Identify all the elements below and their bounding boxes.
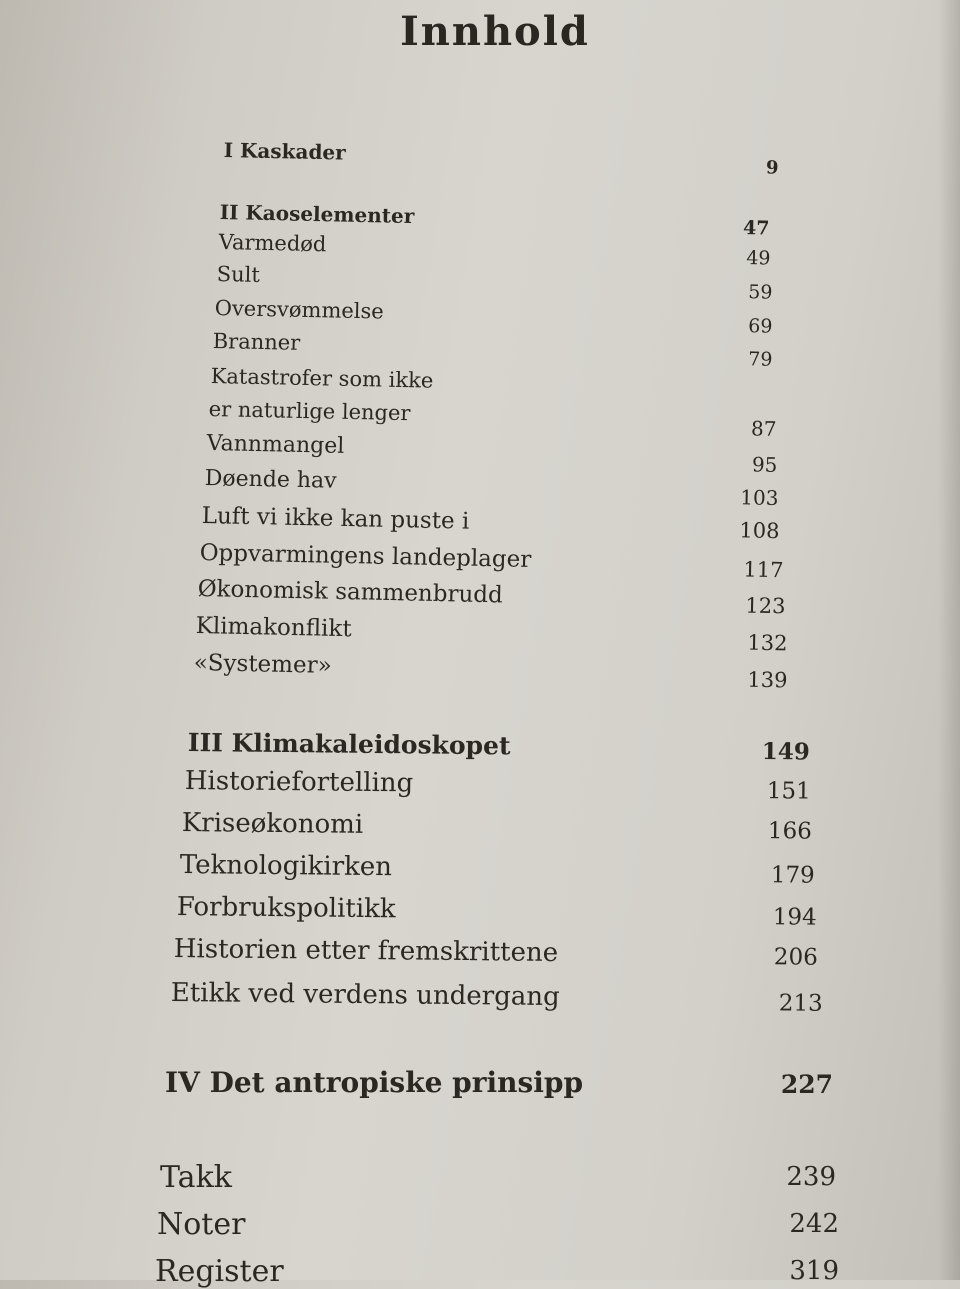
- toc-entry-title: Varmedød: [218, 230, 327, 257]
- toc-entry-title: Teknologikirken: [179, 850, 393, 883]
- toc-entry-title: Oppvarmingens landeplager: [199, 540, 532, 573]
- toc-entry-page: 108: [739, 518, 780, 544]
- toc-entry-title: Branner: [212, 329, 301, 355]
- toc-entry-page: 9: [765, 157, 779, 179]
- toc-entry-title: Katastrofer som ikke: [210, 364, 434, 393]
- toc-entry-page: 166: [767, 818, 812, 845]
- toc-entry-page: [681, 382, 771, 384]
- toc-entry-title: Døende hav: [204, 466, 337, 494]
- toc-entry-title: Sult: [216, 262, 261, 287]
- toc-entry-page: 139: [747, 667, 788, 693]
- toc-entry-page: 123: [745, 593, 786, 619]
- toc-entry-title: Historiefortelling: [184, 766, 414, 799]
- toc-entry-title: Kriseøkonomi: [181, 808, 364, 840]
- toc-entry-title: Klimakonflikt: [195, 613, 352, 643]
- toc-entry-page: 213: [778, 990, 823, 1017]
- toc-entry-page: 132: [747, 630, 788, 656]
- toc-entry-page: 95: [751, 452, 778, 477]
- toc-entry-page: 117: [743, 557, 784, 583]
- toc-entry-title: «Systemer»: [193, 650, 332, 679]
- toc-entry-title: Historien etter fremskrittene: [173, 934, 559, 969]
- toc-entry-title: Vannmangel: [206, 431, 345, 459]
- toc-entry-page: 194: [772, 904, 817, 931]
- toc-entry-page: 103: [740, 485, 779, 511]
- toc-entry-page: 242: [789, 1209, 839, 1239]
- toc-entry-title: Oversvømmelse: [214, 296, 384, 324]
- toc-entry-page: 49: [746, 247, 771, 270]
- toc-entry-title: Forbrukspolitikk: [176, 892, 396, 925]
- toc-entry-title: Noter: [157, 1207, 246, 1242]
- toc-entry-page: 87: [750, 416, 777, 441]
- toc-entry-page: 151: [766, 778, 811, 805]
- toc-entry-page: 79: [748, 348, 773, 371]
- toc-entry-title: Takk: [160, 1160, 232, 1195]
- toc-entry-title: IV Det antropiske prinsipp: [165, 1066, 584, 1099]
- toc-entry-page: 47: [742, 216, 770, 240]
- page-edge-shadow: [938, 0, 960, 1280]
- toc-heading: Innhold: [400, 8, 590, 55]
- toc-entry-page: 239: [786, 1162, 836, 1192]
- toc-entry-page: 59: [748, 281, 773, 304]
- toc-entry-title: III Klimakaleidoskopet: [187, 728, 511, 761]
- toc-entry-title: Økonomisk sammenbrudd: [197, 576, 503, 609]
- toc-entry-title: II Kaoselementer: [219, 200, 415, 229]
- toc-entry-title: Etikk ved verdens undergang: [170, 978, 560, 1013]
- toc-entry-title: er naturlige lenger: [208, 397, 411, 426]
- toc-entry-page: 319: [789, 1256, 839, 1286]
- toc-entry-title: Luft vi ikke kan puste i: [201, 503, 470, 535]
- toc-entry-title: Register: [155, 1254, 284, 1289]
- toc-entry-title: I Kaskader: [223, 138, 346, 165]
- toc-entry-page: 179: [770, 862, 815, 889]
- toc-entry-page: 227: [780, 1070, 833, 1099]
- toc-entry-page: 149: [761, 738, 810, 766]
- toc-entry-page: 206: [773, 944, 818, 971]
- toc-entry-page: 69: [748, 315, 773, 338]
